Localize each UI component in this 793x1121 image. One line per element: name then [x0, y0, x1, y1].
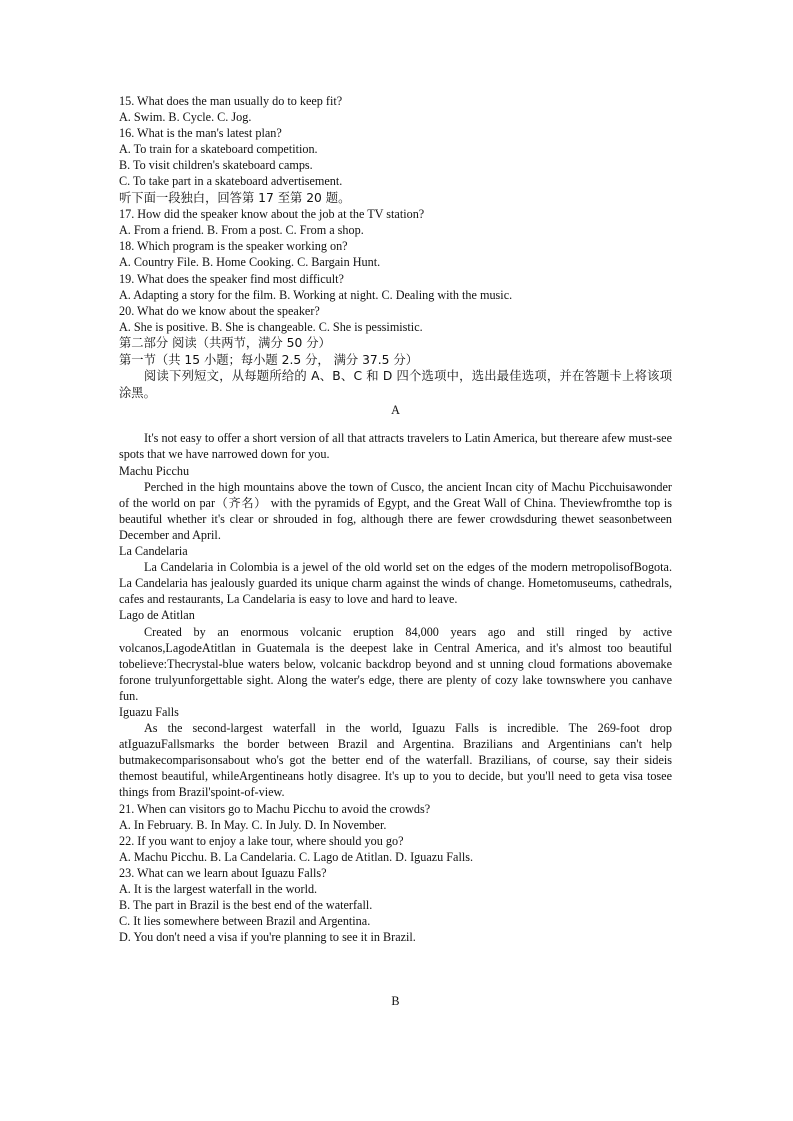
question-23-option-d: D. You don't need a visa if you're planning to see it in Brazil.	[119, 930, 416, 945]
part-two-title: 第二部分 阅读（共两节，满分 50 分）	[119, 335, 331, 350]
lago-de-atitlan-heading: Lago de Atitlan	[119, 608, 195, 623]
la-candelaria-heading: La Candelaria	[119, 544, 188, 559]
question-20: 20. What do we know about the speaker?	[119, 303, 320, 318]
question-18-options: A. Country File. B. Home Cooking. C. Bargain Hunt.	[119, 255, 381, 270]
passage-a-label: A	[391, 403, 400, 418]
passage-b-label: B	[391, 994, 400, 1008]
question-20-options: A. She is positive. B. She is changeable. C. She is pessimistic.	[119, 319, 423, 334]
machu-picchu-text: Perched in the high mountains above the town of Cusco, the ancient Incan city of Machu Picchuisawonder of the world on par（齐名） with the pyramids of Egypt, and the Great Wall of China. Theviewfromthe top is beautiful whether it's clear or shrouded in fog, although there are fewer crowdsduring thewet seasonbetween December and April.	[119, 479, 672, 542]
question-16-option-a: A. To train for a skateboard competition.	[119, 142, 318, 157]
iguazu-falls-text: As the second-largest waterfall in the world, Iguazu Falls is incredible. The 269-foot drop atIguazuFallsmarks the border between Brazil and Argentina. Brazilians and Argentinians can't help butmakecomparisonsabout who's got the better end of the waterfall. Brazilians, of course, say their sideis themost beautiful, whileArgentineans hotly disagree. It's up to you to decide, but you'll need to geta visa tosee things from Brazil'spoint-of-view.	[119, 721, 672, 800]
la-candelaria-text: La Candelaria in Colombia is a jewel of the old world set on the edges of the modern metropolisofBogota. La Candelaria has jealously guarded its unique charm against the winds of change. Hometomuseums, cathedrals, cafes and restaurants, La Candelaria is easy to love and hard to leave.	[119, 560, 672, 607]
lago-de-atitlan-text: Created by an enormous volcanic eruption 84,000 years ago and still ringed by active volcanos,LagodeAtitlan in Guatemala is the deepest lake in Central America, and it's almost too beautiful tobelieve:Thecrystal-blue waters below, volcanic backdrop beyond and st unning cloud formations abovemake forone trulyunforgettable sight. Along the water's edge, there are plenty of cozy lake townswhere you canhave fun.	[119, 624, 672, 703]
question-23-option-a: A. It is the largest waterfall in the world.	[119, 882, 318, 896]
exam-page	[119, 93, 672, 945]
question-19: 19. What does the speaker find most difficult?	[119, 271, 344, 286]
question-22: 22. If you want to enjoy a lake tour, where should you go?	[119, 833, 404, 848]
question-22-options: A. Machu Picchu. B. La Candelaria. C. Lago de Atitlan. D. Iguazu Falls.	[119, 849, 474, 864]
question-15: 15. What does the man usually do to keep fit?	[119, 94, 343, 108]
monologue-instruction: 听下面一段独白，回答第 17 至第 20 题。	[119, 190, 351, 205]
question-15-options: A. Swim. B. Cycle. C. Jog.	[119, 110, 252, 125]
question-21: 21. When can visitors go to Machu Picchu to avoid the crowds?	[119, 801, 431, 816]
question-16: 16. What is the man's latest plan?	[119, 126, 282, 141]
question-19-options: A. Adapting a story for the film. B. Working at night. C. Dealing with the music.	[119, 287, 513, 302]
question-18: 18. Which program is the speaker working on?	[119, 239, 348, 254]
question-23: 23. What can we learn about Iguazu Falls?	[119, 865, 327, 880]
question-17: 17. How did the speaker know about the job at the TV station?	[119, 207, 425, 222]
iguazu-falls-heading: Iguazu Falls	[119, 704, 179, 719]
machu-picchu-heading: Machu Picchu	[119, 463, 190, 478]
question-23-option-c: C. It lies somewhere between Brazil and Argentina.	[119, 914, 371, 929]
section-one-title: 第一节（共 15 小题；每小题 2.5 分， 满分 37.5 分）	[119, 352, 418, 367]
reading-instruction: 阅读下列短文，从每题所给的 A、B、C 和 D 四个选项中，选出最佳选项，并在答题卡上将该项涂黑。	[119, 369, 672, 400]
question-23-option-b: B. The part in Brazil is the best end of the waterfall.	[119, 898, 373, 913]
question-17-options: A. From a friend. B. From a post. C. From a shop.	[119, 223, 364, 238]
question-21-options: A. In February. B. In May. C. In July. D. In November.	[119, 817, 387, 832]
question-16-option-c: C. To take part in a skateboard advertisement.	[119, 174, 343, 189]
passage-intro: It's not easy to offer a short version of all that attracts travelers to Latin America, but thereare afew must-see spots that we have narrowed down for you.	[119, 431, 672, 462]
question-16-option-b: B. To visit children's skateboard camps.	[119, 158, 313, 173]
